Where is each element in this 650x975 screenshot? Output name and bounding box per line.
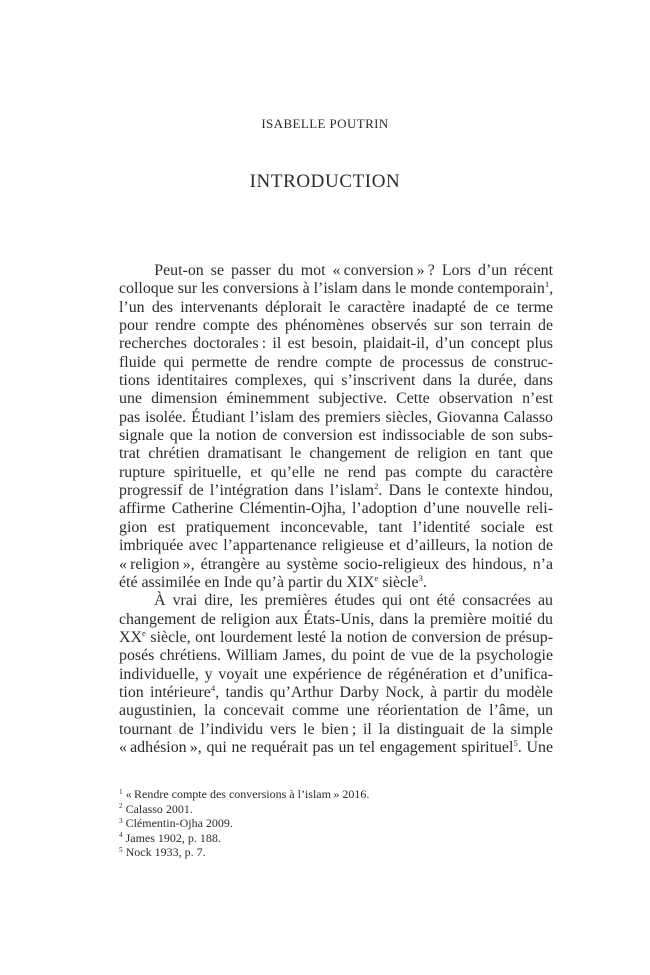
body-line: [119, 739, 553, 757]
body-line: [119, 684, 553, 702]
body-line-text: changement de religion aux États-Unis, dans la première moitié du: [119, 610, 553, 628]
body-line-text: tournant de l’individu vers le bien ; il la distinguait de la simple: [119, 720, 553, 738]
body-line: [119, 721, 553, 739]
footnote-ref[interactable]: 2: [373, 481, 379, 492]
body-line: [119, 666, 553, 684]
body-line-text: l’un des intervenants déplorait le caractère inadapté de ce terme: [119, 298, 553, 316]
body-line: [119, 262, 553, 280]
footnotes: [119, 787, 553, 860]
footnote-text: « Rendre compte des conversions à l’islam » 2016.: [125, 787, 370, 801]
footnote-item: [119, 845, 553, 860]
body-line-text: siècle, ont lourdement lesté la notion de conversion de présup-: [145, 628, 553, 646]
footnote-ref[interactable]: 4: [210, 682, 216, 693]
footnote-number: 1: [119, 787, 123, 796]
body-line-text: « religion », étrangère au système socio-religieux des hindous, n’a: [119, 555, 553, 573]
body-line: [119, 317, 553, 335]
body-line-text: ,: [549, 280, 554, 298]
body-line: [119, 372, 553, 390]
body-line-text: siècle: [378, 573, 419, 591]
footnote-number: 5: [119, 846, 123, 855]
body-line: [119, 280, 553, 298]
footnote-ref[interactable]: 3: [418, 572, 423, 583]
footnote-text: Clémentin-Ojha 2009.: [125, 816, 233, 831]
footnote-item: [119, 802, 553, 817]
footnote-text: James 1902, p. 188.: [125, 830, 221, 845]
body-line-text: individuelle, y voyait une expérience de régénération et d’unifica-: [119, 665, 553, 683]
body-text: [119, 262, 553, 757]
body-line-text: XX: [119, 628, 142, 646]
body-line: [119, 629, 553, 647]
body-line-text: imbriquée avec l’appartenance religieuse et d’ailleurs, la notion de: [119, 537, 553, 555]
body-line-text: colloque sur les conversions à l’islam dans le monde contemporain: [119, 280, 545, 298]
body-line-text: À vrai dire, les premières études qui ont été consacrées au: [119, 592, 553, 610]
footnote-ref[interactable]: e: [141, 627, 146, 638]
body-line-text: signale que la notion de conversion est indissociable de son subs-: [119, 427, 553, 445]
body-line: [119, 537, 553, 555]
running-head-author: ISABELLE POUTRIN: [261, 116, 389, 131]
body-line-text: fluide qui permette de rendre compte de processus de construc-: [119, 353, 553, 371]
body-line-text: une dimension éminemment subjective. Cette observation n’est: [119, 390, 553, 408]
body-line: [119, 354, 553, 372]
body-line: [119, 500, 553, 518]
body-line: [119, 574, 553, 592]
body-line-text: , tandis qu’Arthur Darby Nock, à partir du modèle: [215, 683, 553, 701]
body-line-text: .: [422, 573, 427, 591]
footnote-number: 4: [119, 831, 123, 840]
footnote-ref[interactable]: 1: [544, 279, 550, 290]
body-line: [119, 702, 553, 720]
body-line: [119, 427, 553, 445]
footnote-text: Nock 1933, p. 7.: [125, 845, 206, 860]
body-line: [119, 592, 553, 610]
body-line: [119, 335, 553, 353]
footnote-number: 3: [119, 816, 123, 825]
body-line: [119, 519, 553, 537]
body-line-text: tion intérieure: [119, 683, 211, 701]
body-line-text: . Dans le contexte hindou,: [378, 482, 553, 500]
body-line: [119, 556, 553, 574]
footnote-ref[interactable]: 5: [513, 737, 518, 748]
body-line: [119, 611, 553, 629]
body-line-text: tions identitaires complexes, qui s’inscrivent dans la durée, dans: [119, 372, 553, 390]
body-line: [119, 445, 553, 463]
chapter-title: INTRODUCTION: [249, 171, 401, 192]
footnote-number: 2: [119, 802, 123, 811]
body-line-text: trat chrétien dramatisant le changement de religion en tant que: [119, 445, 553, 463]
body-line-text: été assimilée en Inde qu’à partir du XIX: [119, 573, 375, 591]
body-line: [119, 647, 553, 665]
body-line-text: rupture spirituelle, et qu’elle ne rend pas compte du caractère: [119, 463, 553, 481]
body-line-text: recherches doctorales : il est besoin, plaidait-il, d’un concept plus: [119, 335, 553, 353]
body-line: [119, 409, 553, 427]
body-line-text: . Une: [517, 738, 553, 756]
body-line: [119, 464, 553, 482]
footnote-item: [119, 816, 553, 831]
body-line-text: augustinien, la concevait comme une réorientation de l’âme, un: [119, 702, 553, 720]
footnote-ref[interactable]: e: [374, 572, 379, 583]
body-line-text: gion est pratiquement inconcevable, tant l’identité sociale est: [119, 518, 553, 536]
body-line-text: pour rendre compte des phénomènes observés sur son terrain de: [119, 317, 553, 335]
body-line-text: pas isolée. Étudiant l’islam des premiers siècles, Giovanna Calasso: [119, 408, 553, 426]
body-line-text: posés chrétiens. William James, du point de vue de la psychologie: [119, 647, 553, 665]
body-line: [119, 390, 553, 408]
body-line-text: « adhésion », qui ne requérait pas un tel engagement spirituel: [119, 738, 514, 756]
footnote-item: [119, 831, 553, 846]
footnote-item: [119, 787, 553, 802]
footnote-text: Calasso 2001.: [125, 801, 193, 816]
body-line: [119, 299, 553, 317]
body-line-text: Peut-on se passer du mot « conversion » ? Lors d’un récent: [119, 262, 553, 279]
body-line: [119, 482, 553, 500]
body-line-text: progressif de l’intégration dans l’islam: [119, 482, 374, 500]
body-line-text: affirme Catherine Clémentin-Ojha, l’adoption d’une nouvelle reli-: [119, 500, 553, 518]
